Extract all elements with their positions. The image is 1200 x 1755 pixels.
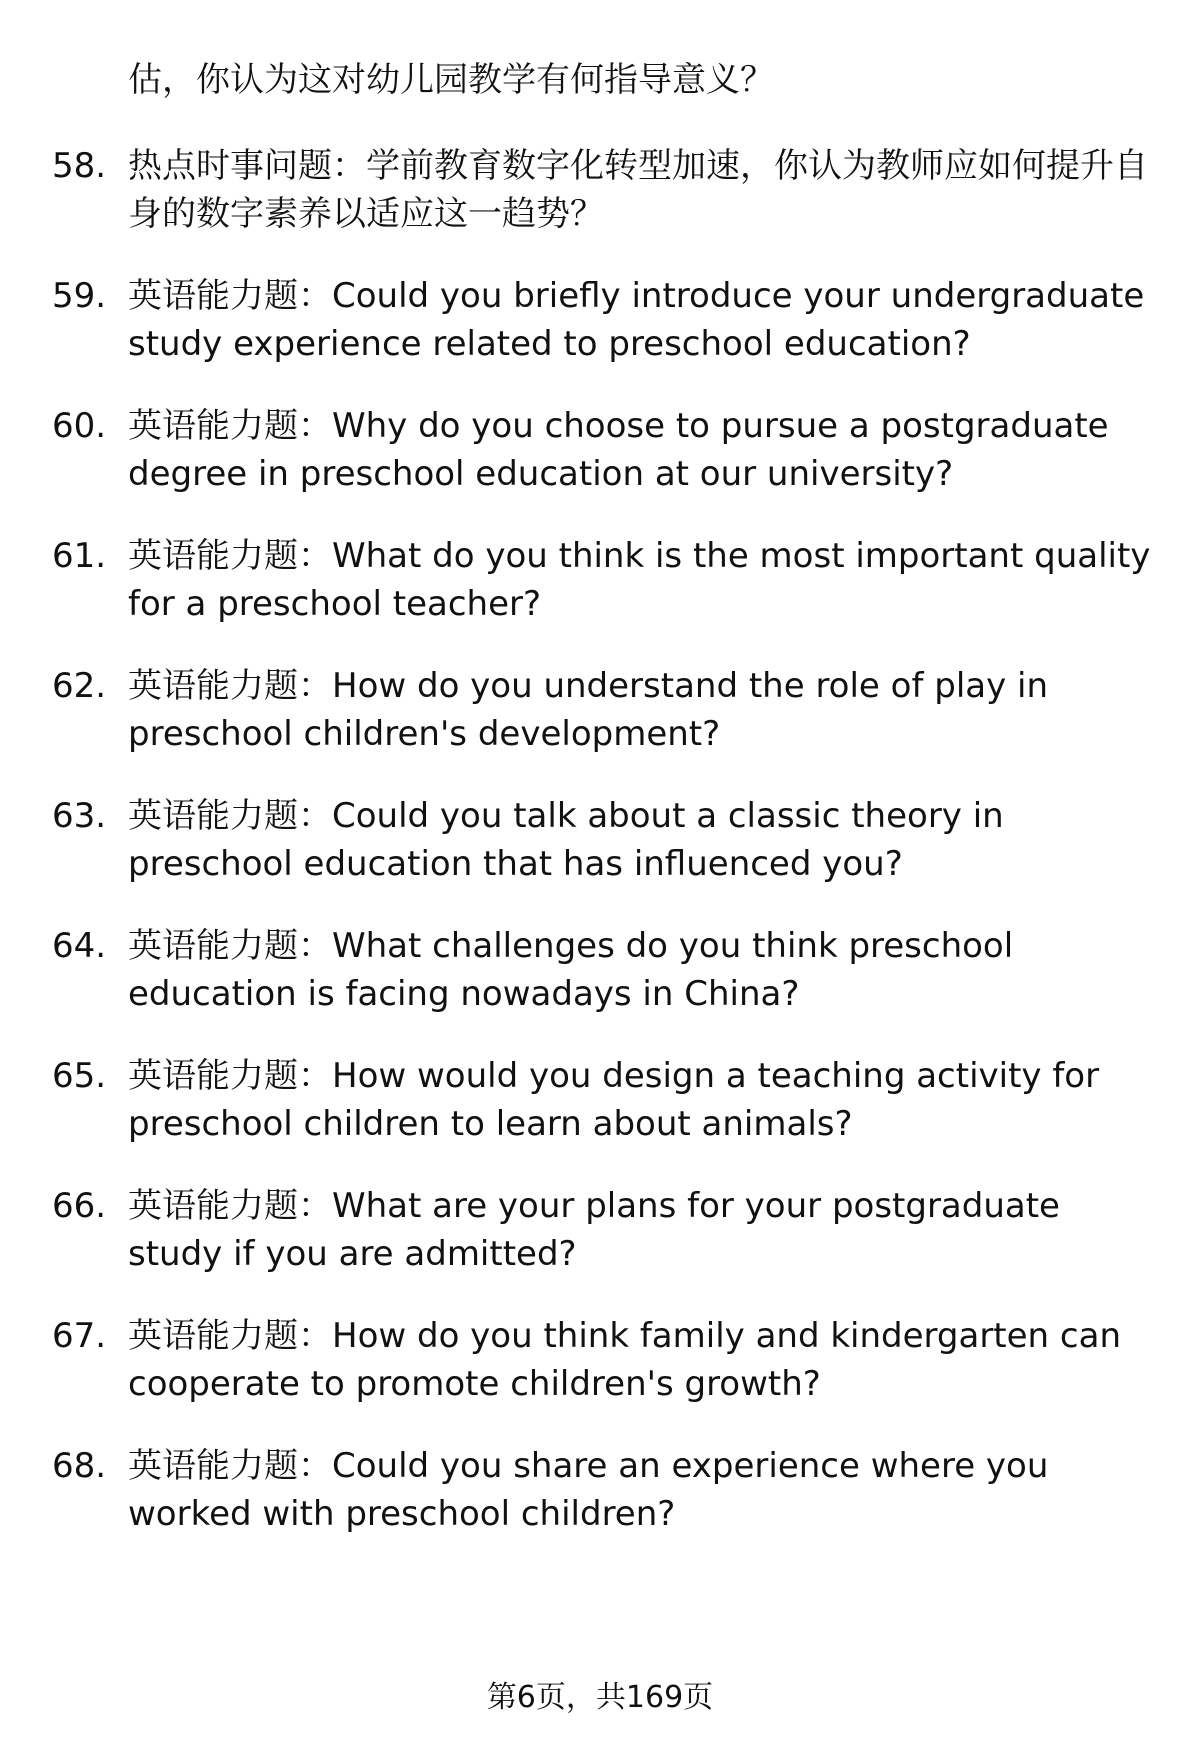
question-number: 60. xyxy=(52,406,107,446)
question-number: 64. xyxy=(52,926,107,966)
question-item xyxy=(52,1182,1162,1278)
question-number: 66. xyxy=(52,1186,107,1226)
continued-question-text: 估，你认为这对幼儿园教学有何指导意义？ xyxy=(128,60,774,100)
question-text: 热点时事问题：学前教育数字化转型加速，你认为教师应如何提升自身的数字素养以适应这一趋势？ xyxy=(128,146,1148,234)
question-text: 英语能力题：Could you share an experience where you worked with preschool children? xyxy=(128,1446,1049,1534)
question-item xyxy=(52,532,1162,628)
question-text: 英语能力题：Could you briefly introduce your undergraduate study experience related to preschool education? xyxy=(128,276,1145,364)
question-item xyxy=(52,142,1162,238)
question-number: 61. xyxy=(52,536,107,576)
question-number: 59. xyxy=(52,276,107,316)
question-number: 65. xyxy=(52,1056,107,1096)
question-text: 英语能力题：What are your plans for your postgraduate study if you are admitted? xyxy=(128,1186,1060,1274)
page-number-footer: 第6页，共169页 xyxy=(486,1680,714,1715)
question-number: 62. xyxy=(52,666,107,706)
question-text: 英语能力题：How do you understand the role of play in preschool children's development? xyxy=(128,666,1049,754)
question-text: 英语能力题：Why do you choose to pursue a postgraduate degree in preschool education at our university? xyxy=(128,406,1109,494)
question-item xyxy=(52,402,1162,498)
question-item xyxy=(52,662,1162,758)
question-text: 英语能力题：What do you think is the most important quality for a preschool teacher? xyxy=(128,536,1151,624)
question-item xyxy=(52,1052,1162,1148)
question-item xyxy=(52,272,1162,368)
question-number: 67. xyxy=(52,1316,107,1356)
question-number: 63. xyxy=(52,796,107,836)
question-item xyxy=(52,792,1162,888)
question-item xyxy=(52,1312,1162,1408)
question-item xyxy=(52,922,1162,1018)
question-number: 58. xyxy=(52,146,107,186)
question-text: 英语能力题：How would you design a teaching activity for preschool children to learn about animals? xyxy=(128,1056,1100,1144)
question-list xyxy=(52,142,1162,1572)
question-text: 英语能力题：What challenges do you think preschool education is facing nowadays in China? xyxy=(128,926,1014,1014)
question-text: 英语能力题：Could you talk about a classic theory in preschool education that has influenced you? xyxy=(128,796,1004,884)
question-number: 68. xyxy=(52,1446,107,1486)
question-item xyxy=(52,1442,1162,1538)
question-text: 英语能力题：How do you think family and kindergarten can cooperate to promote children's growth? xyxy=(128,1316,1121,1404)
